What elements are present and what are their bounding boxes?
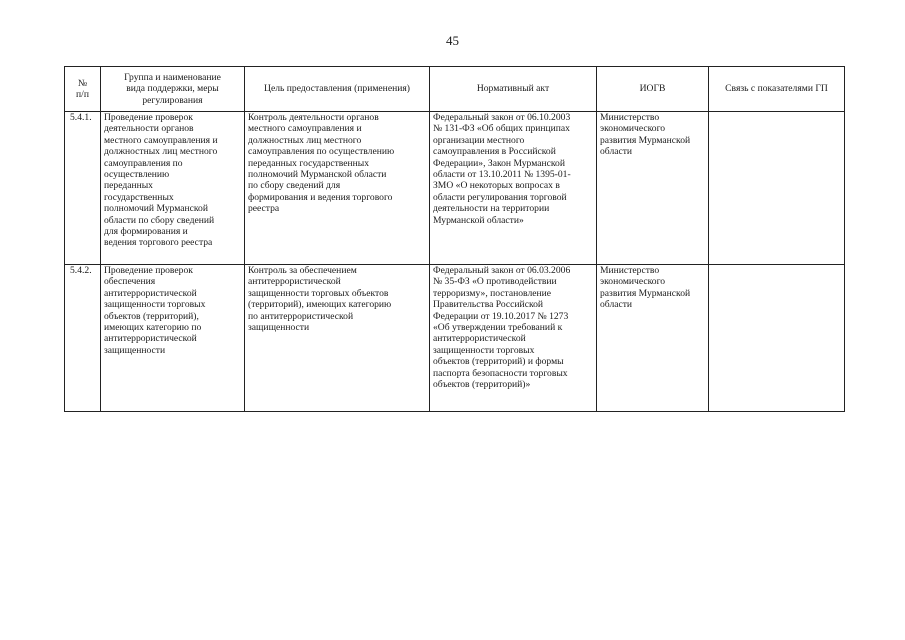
table-header: [65, 67, 845, 112]
row-act: Федеральный закон от 06.03.2006 № 35-ФЗ «О противодействии терроризму», постановление Правительства Российской Федерации от 19.10.2017 № 1273 «Об утверждении требований к антитеррористической защищенности торговых объектов (территорий) и формы паспорта безопасности торговых объектов (территорий)»: [430, 265, 597, 412]
row-link: [709, 265, 845, 412]
table-row: [65, 112, 845, 265]
row-group: Проведение проверок деятельности органов местного самоуправления и должностных лиц местного самоуправления по осуществлению переданных государственных полномочий Мурманской области по сбору сведений для формирования и ведения торгового реестра: [101, 112, 245, 265]
header-purpose: Цель предоставления (применения): [245, 67, 430, 112]
header-number: № п/п: [65, 67, 101, 112]
header-group: Группа и наименование вида поддержки, меры регулирования: [101, 67, 245, 112]
regulation-table: [64, 66, 845, 412]
page-number: 45: [446, 33, 459, 48]
table-row: [65, 265, 845, 412]
row-purpose: Контроль деятельности органов местного самоуправления и должностных лиц местного самоуправления по осуществлению переданных государственных полномочий Мурманской области по сбору сведений для формирования и ведения торгового реестра: [245, 112, 430, 265]
row-act: Федеральный закон от 06.10.2003 № 131-ФЗ «Об общих принципах организации местного самоуправления в Российской Федерации», Закон Мурманской области от 13.10.2011 № 1395-01- ЗМО «О некоторых вопросах в области регулирования торговой деятельности на территории Мурманской области»: [430, 112, 597, 265]
row-number: 5.4.1.: [65, 112, 101, 265]
header-row: [65, 67, 845, 112]
table-body: [65, 112, 845, 412]
row-link: [709, 112, 845, 265]
row-iogv: Министерство экономического развития Мурманской области: [597, 112, 709, 265]
row-number: 5.4.2.: [65, 265, 101, 412]
row-group: Проведение проверок обеспечения антитеррористической защищенности торговых объектов (территорий), имеющих категорию по антитеррористической защищенности: [101, 265, 245, 412]
row-purpose: Контроль за обеспечением антитеррористической защищенности торговых объектов (территорий), имеющих категорию по антитеррористической защищенности: [245, 265, 430, 412]
header-act: Нормативный акт: [430, 67, 597, 112]
header-iogv: ИОГВ: [597, 67, 709, 112]
header-link: Связь с показателями ГП: [709, 67, 845, 112]
row-iogv: Министерство экономического развития Мурманской области: [597, 265, 709, 412]
